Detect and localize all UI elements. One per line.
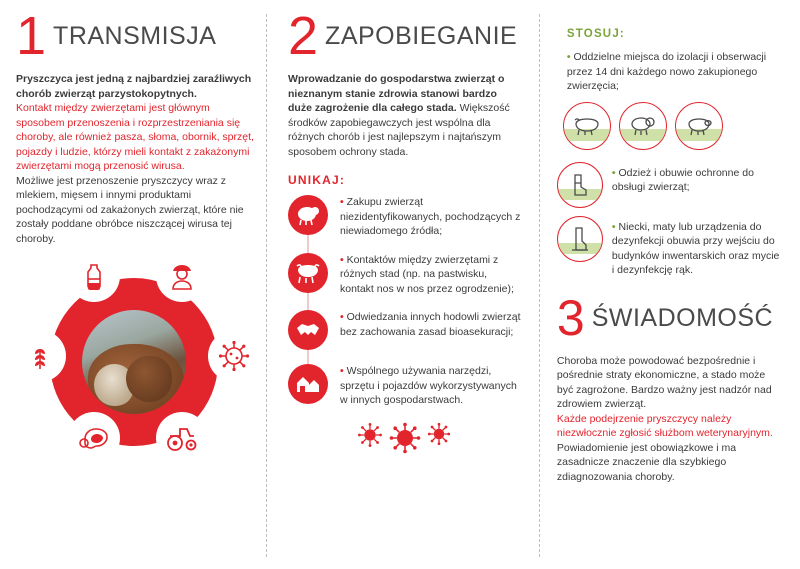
cow-icon	[288, 253, 328, 293]
handshake-icon	[288, 310, 328, 350]
zapobieganie-intro-rest: Większość środków zapobiegawczych jest wspólna dla różnych chorób i jest najlepszym i najtańszym sposobem ochrony stada.	[288, 102, 510, 158]
swiadomosc-heading	[556, 289, 784, 346]
avoid-item-text: • Wspólnego używania narzędzi, sprzętu i pojazdów wykorzystywanych w innych gospodarstwach.	[340, 364, 521, 408]
virus-icon	[357, 422, 383, 448]
pig-icon	[675, 102, 723, 150]
swiadomosc-title: ŚWIADOMOŚĆ	[591, 303, 774, 332]
avoid-list	[288, 195, 521, 408]
transmisja-title: TRANSMISJA	[53, 22, 217, 50]
milk-bottle-icon	[68, 250, 120, 302]
swiadomosc-paragraph-2: Każde podejrzenie pryszczycy należy niezwłocznie zgłosić służbom weterynaryjnym.	[556, 412, 773, 439]
section-transmisja	[16, 6, 266, 559]
unikaj-label: UNIKAJ:	[288, 173, 346, 187]
stosuj-label: STOSUJ:	[566, 28, 625, 40]
farmer-icon	[156, 250, 208, 302]
stosuj-item-1: • Oddzielne miejsca do izolacji i obserwacji przez 14 dni każdego nowo zakupionego zwierzęcia;	[557, 50, 784, 94]
meat-icon	[68, 412, 120, 464]
section-zapobieganie	[266, 6, 531, 559]
virus-icon	[208, 330, 260, 382]
transmission-graphic	[10, 252, 258, 474]
zapobieganie-intro-bold: Wprowadzanie do gospodarstwa zwierząt o nieznanym stanie zdrowia stanowi bardzo duże zagrożenie dla całego stada.	[288, 73, 505, 114]
cow-and-calf-photo	[82, 310, 186, 414]
swiadomosc-paragraph-3: Powiadomienie jest obowiązkowe i ma zasadnicze znaczenie dla szybkiego zdiagnozowania choroby.	[556, 441, 737, 483]
transmisja-number: 1	[16, 6, 46, 66]
list-item	[340, 253, 521, 297]
wheat-icon	[14, 330, 66, 382]
swiadomosc-number: 3	[556, 289, 584, 346]
virus-icon	[427, 422, 451, 446]
zapobieganie-number: 2	[288, 6, 318, 66]
animal-icon-row	[563, 102, 784, 150]
virus-icon	[389, 422, 421, 454]
stosuj-item-3-row	[557, 216, 784, 278]
list-item	[340, 310, 521, 350]
boots-icon	[557, 162, 603, 208]
avoid-item-text: • Zakupu zwierząt niezidentyfikowanych, pochodzących z niewiadomego źródła;	[340, 195, 521, 239]
transmisja-paragraph-2: Kontakt między zwierzętami jest głównym sposobem przenoszenia i rozprzestrzeniania się choroby, ale również pasza, słoma, obornik, sprzęt, pojazdy i ludzie, którzy mieli kontakt z zakażonymi zwierzętami mogą przenosić wirusa.	[16, 102, 254, 172]
sheep-icon	[619, 102, 667, 150]
stosuj-item-3: • Niecki, maty lub urządzenia do dezynfekcji obuwia przy wejściu do budynków inwentarskich oraz mycie i dezynfekcję rąk.	[612, 216, 784, 278]
section-stosuj-swiadomosc	[531, 14, 784, 559]
transmisja-paragraph-1: Pryszczyca jest jedną z najbardziej zaraźliwych chorób zwierząt parzystokopytnych.	[16, 73, 252, 100]
list-item	[340, 364, 521, 408]
transmisja-paragraph-3: Możliwe jest przenoszenie pryszczycy wraz z mlekiem, mięsem i innymi produktami pochodzącymi od zakażonych zwierząt, które nie zostały poddane obróbce niszczącej wirusa tej choroby.	[16, 174, 244, 245]
cow-icon	[563, 102, 611, 150]
stosuj-item-2-row	[557, 162, 784, 208]
tractor-icon	[156, 412, 208, 464]
list-item	[340, 195, 521, 239]
transmisja-heading	[16, 6, 258, 66]
swiadomosc-paragraph-1: Choroba może powodować bezpośrednie i pośrednie straty ekonomiczne, a stado może być zagrożone. Bardzo ważny jest nadzór nad zdrowiem zwierząt.	[556, 354, 772, 410]
avoid-item-text: • Odwiedzania innych hodowli zwierząt bez zachowania zasad bioasekuracji;	[340, 310, 521, 339]
stosuj-item-2: • Odzież i obuwie ochronne do obsługi zwierząt;	[612, 162, 784, 195]
disinfection-mat-icon	[557, 216, 603, 262]
zapobieganie-heading	[288, 6, 521, 66]
sheep-icon	[288, 195, 328, 235]
virus-cluster-graphic	[288, 422, 521, 454]
zapobieganie-title: ZAPOBIEGANIE	[325, 22, 518, 50]
zapobieganie-intro	[288, 72, 521, 159]
avoid-item-text: • Kontaktów między zwierzętami z różnych stad (np. na pastwisku, kontakt nos w nos przez ogrodzenie);	[340, 253, 521, 297]
farm-buildings-icon	[288, 364, 328, 404]
